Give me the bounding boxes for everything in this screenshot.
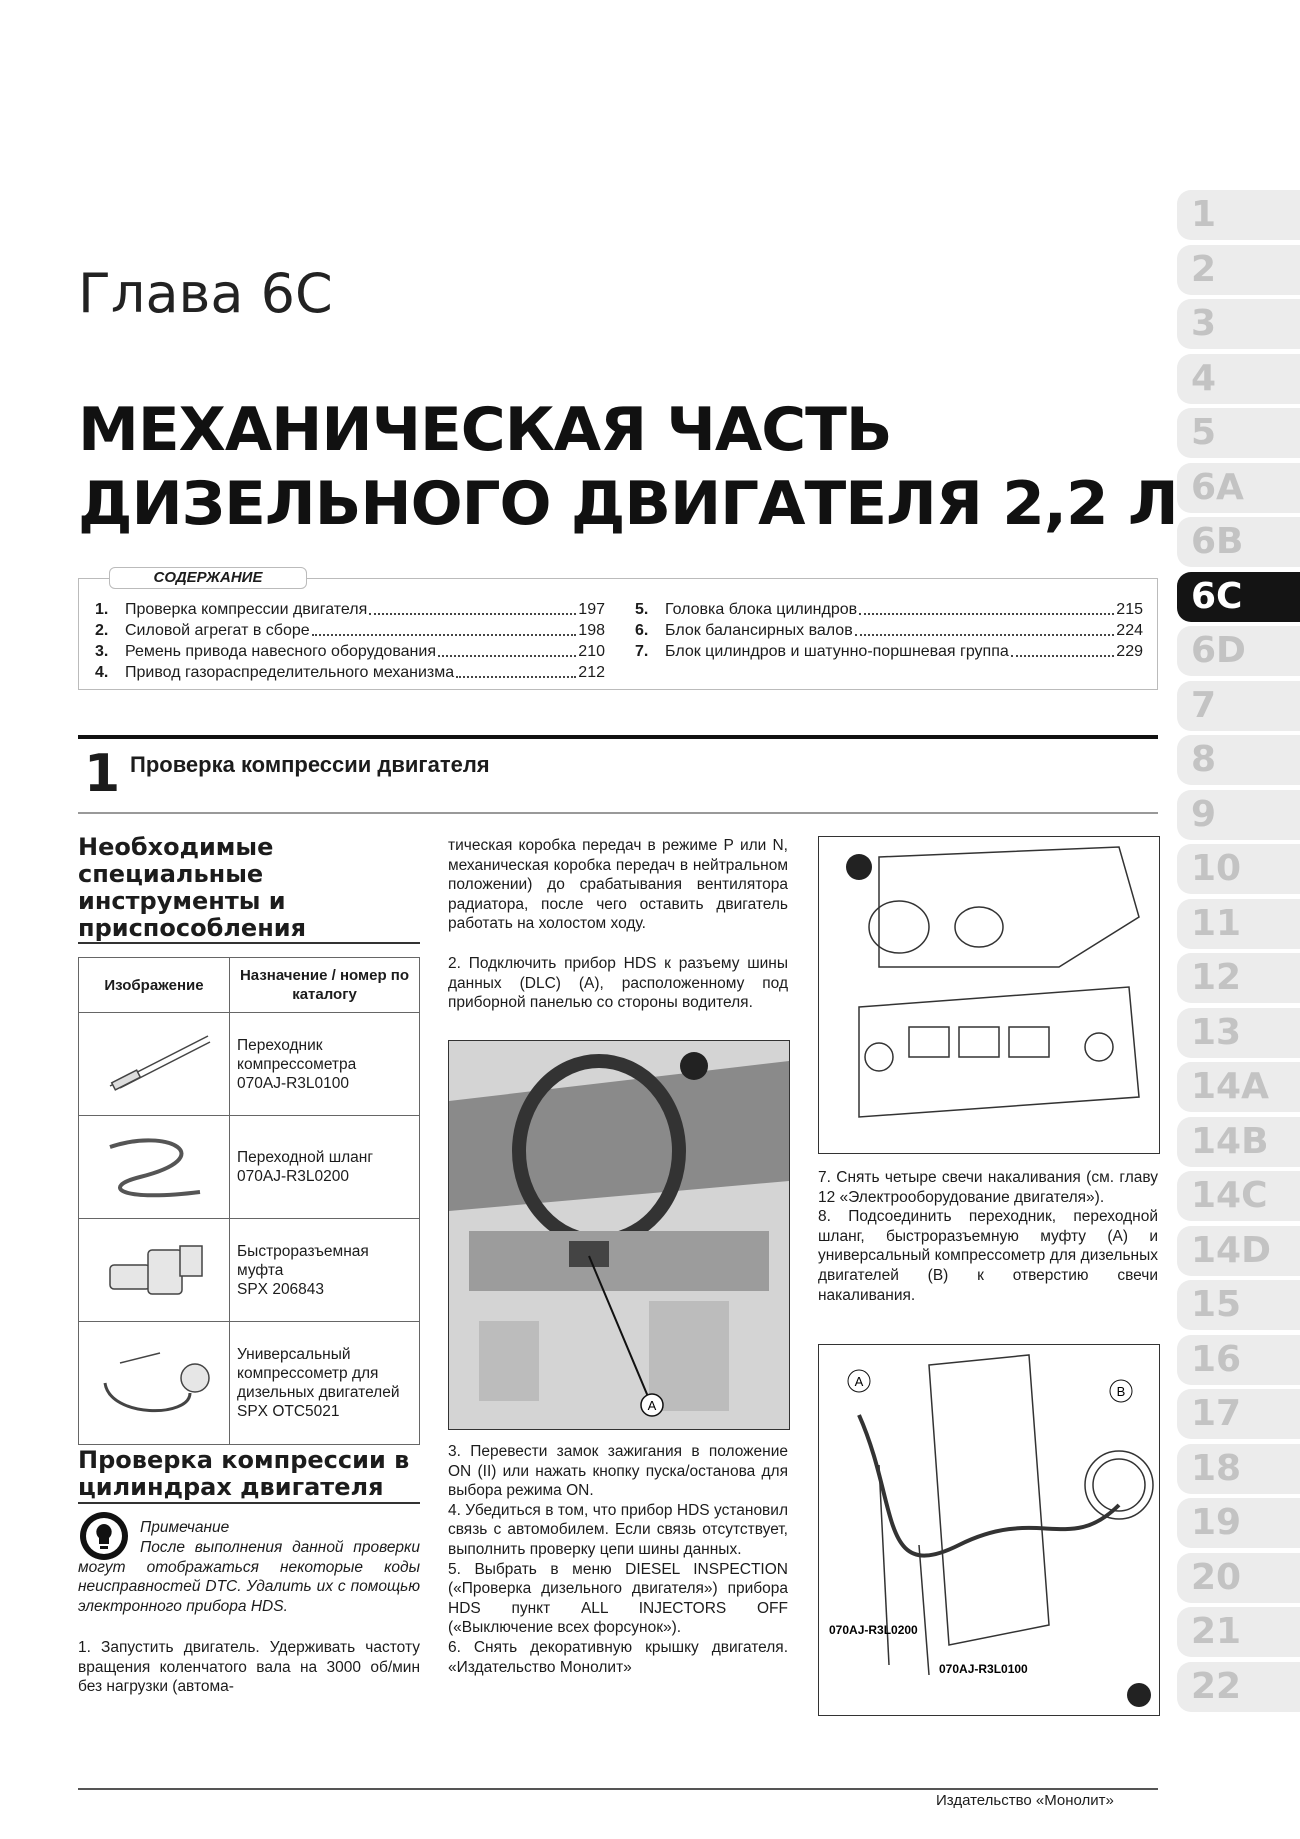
contents-entry-num: 3. — [95, 643, 109, 660]
chapter-tab-14d[interactable]: 14D — [1177, 1226, 1300, 1276]
contents-entry[interactable] — [95, 662, 605, 683]
section-title: Проверка компрессии двигателя — [130, 752, 490, 777]
contents-entry-title: Проверка компрессии двигателя — [125, 601, 368, 618]
figure-label-a2: A — [854, 1374, 864, 1389]
contents-leader — [855, 620, 1115, 636]
contents-entry-page: 212 — [578, 664, 605, 681]
chapter-tab-14c[interactable]: 14C — [1177, 1171, 1300, 1221]
contents-entry-num: 7. — [635, 643, 649, 660]
chapter-tab-14a[interactable]: 14A — [1177, 1062, 1300, 1112]
contents-entry[interactable] — [635, 620, 1143, 641]
contents-entry-page: 229 — [1116, 643, 1143, 660]
check-heading-rule — [78, 1502, 420, 1504]
contents-entry-title: Головка блока цилиндров — [665, 601, 858, 618]
contents-entry-title: Силовой агрегат в сборе — [125, 622, 310, 639]
chapter-tab-5[interactable]: 5 — [1177, 408, 1300, 458]
contents-entry-page: 197 — [578, 601, 605, 618]
contents-entry-num: 5. — [635, 601, 649, 618]
figure-code-hose: 070AJ-R3L0200 — [829, 1623, 918, 1637]
contents-entry[interactable] — [95, 641, 605, 662]
contents-entry[interactable] — [95, 620, 605, 641]
contents-box — [78, 569, 1158, 690]
step-4: 4. Убедиться в том, что прибор HDS установил связь с автомобилем. Если связь отсутствует, выполнить проверку цепи шины данных. — [448, 1501, 788, 1558]
figure-label-a: A — [647, 1398, 657, 1413]
chapter-tab-8[interactable]: 8 — [1177, 735, 1300, 785]
chapter-tab-10[interactable]: 10 — [1177, 844, 1300, 894]
footer-text: Издательство «Монолит» — [936, 1792, 1114, 1809]
step-6: 6. Снять декоративную крышку двигателя. «Издательство Монолит» — [448, 1638, 788, 1676]
col3-steps — [818, 1168, 1158, 1305]
chapter-tab-4[interactable]: 4 — [1177, 354, 1300, 404]
chapter-tab-6c[interactable]: 6C — [1177, 572, 1300, 622]
title-line-2: ДИЗЕЛЬНОГО ДВИГАТЕЛЯ 2,2 Л — [78, 469, 1178, 539]
contents-entry-num: 1. — [95, 601, 109, 618]
chapter-tab-7[interactable]: 7 — [1177, 681, 1300, 731]
contents-leader — [438, 641, 576, 657]
chapter-tab-20[interactable]: 20 — [1177, 1553, 1300, 1603]
tools-heading-rule — [78, 942, 420, 944]
contents-entry-title: Ремень привода навесного оборудования — [125, 643, 436, 660]
contents-entry[interactable] — [95, 599, 605, 620]
note-label: Примечание — [140, 1519, 230, 1536]
footer-rule — [78, 1788, 1158, 1790]
contents-entry[interactable] — [635, 641, 1143, 662]
chapter-tab-9[interactable]: 9 — [1177, 790, 1300, 840]
tool-image-adapter — [79, 1013, 230, 1116]
step-7: 7. Снять четыре свечи накаливания (см. главу 12 «Электрооборудование двигателя»). — [818, 1169, 1158, 1206]
chapter-tab-6d[interactable]: 6D — [1177, 626, 1300, 676]
step-5: 5. Выбрать в меню DIESEL INSPECTION («Проверка дизельного двигателя») прибора HDS пункт ALL INJECTORS OFF («Выключение всех форсунок»). — [448, 1560, 788, 1637]
check-heading: Проверка компрессии в цилиндрах двигателя — [78, 1446, 410, 1501]
contents-entry-num: 4. — [95, 664, 109, 681]
section-underline — [78, 812, 1158, 814]
figure-dashboard — [448, 1040, 790, 1430]
tools-heading: Необходимые специальные инструменты и приспособления — [78, 833, 307, 942]
contents-heading: СОДЕРЖАНИЕ — [109, 567, 307, 589]
chapter-tab-14b[interactable]: 14B — [1177, 1117, 1300, 1167]
chapter-label: Глава 6С — [78, 262, 333, 325]
col2-top-text: тическая коробка передач в режиме Р или N, механическая коробка передач в нейтральном положении) до срабатывания вентилятора радиатора, после чего оставить двигатель работать на холостом ходу. — [448, 837, 788, 933]
chapter-tab-19[interactable]: 19 — [1177, 1498, 1300, 1548]
contents-entry-title: Блок балансирных валов — [665, 622, 853, 639]
chapter-tab-17[interactable]: 17 — [1177, 1389, 1300, 1439]
contents-entry-page: 210 — [578, 643, 605, 660]
contents-entry[interactable] — [635, 599, 1143, 620]
contents-entry-num: 6. — [635, 622, 649, 639]
chapter-tab-1[interactable]: 1 — [1177, 190, 1300, 240]
chapter-tab-6b[interactable]: 6B — [1177, 517, 1300, 567]
chapter-tab-3[interactable]: 3 — [1177, 299, 1300, 349]
tool-image-compressometer — [79, 1322, 230, 1445]
tool-desc: Переходник компрессометра 070AJ-R3L0100 — [230, 1013, 420, 1116]
section-rule — [78, 735, 1158, 739]
tools-col-image: Изображение — [79, 958, 230, 1013]
tool-desc: Универсальный компрессометр для дизельных двигателей SPX OTC5021 — [230, 1322, 420, 1445]
contents-entry-title: Блок цилиндров и шатунно-поршневая группа — [665, 643, 1009, 660]
tool-desc: Быстроразъемная муфта SPX 206843 — [230, 1219, 420, 1322]
contents-leader — [312, 620, 577, 636]
chapter-tabs — [1177, 190, 1300, 1716]
chapter-tab-13[interactable]: 13 — [1177, 1008, 1300, 1058]
tool-desc: Переходной шланг 070AJ-R3L0200 — [230, 1116, 420, 1219]
contents-right — [635, 599, 1143, 662]
col2-steps — [448, 1442, 788, 1677]
chapter-tab-6a[interactable]: 6A — [1177, 463, 1300, 513]
section-number: 1 — [84, 744, 121, 804]
tools-table — [78, 957, 420, 1445]
contents-entry-page: 198 — [578, 622, 605, 639]
step-1: 1. Запустить двигатель. Удерживать частоту вращения коленчатого вала на 3000 об/мин без нагрузки (автома- — [78, 1639, 420, 1696]
page-title — [78, 393, 1178, 541]
contents-entry-page: 224 — [1116, 622, 1143, 639]
chapter-tab-21[interactable]: 21 — [1177, 1607, 1300, 1657]
step-8: 8. Подсоединить переходник, переходной шланг, быстроразъемную муфту (А) и универсальный компрессометр для дизельных двигателей (В) к отверстию свечи накаливания. — [818, 1208, 1158, 1304]
contents-leader — [456, 662, 576, 678]
chapter-tab-12[interactable]: 12 — [1177, 953, 1300, 1003]
contents-leader — [369, 599, 576, 615]
figure-engine-cover — [818, 836, 1160, 1154]
figure-code-adapter: 070AJ-R3L0100 — [939, 1662, 1028, 1676]
tools-col-purpose: Назначение / номер по каталогу — [230, 958, 420, 1013]
chapter-tab-16[interactable]: 16 — [1177, 1335, 1300, 1385]
step-2: 2. Подключить прибор HDS к разъему шины данных (DLC) (А), расположенному под приборной панелью со стороны водителя. — [448, 955, 788, 1012]
contents-entry-title: Привод газораспределительного механизма — [125, 664, 455, 681]
chapter-tab-11[interactable]: 11 — [1177, 899, 1300, 949]
figure-compression-test — [818, 1344, 1160, 1716]
title-line-1: МЕХАНИЧЕСКАЯ ЧАСТЬ — [78, 395, 892, 465]
contents-leader — [859, 599, 1114, 615]
contents-left — [95, 599, 605, 683]
chapter-tab-15[interactable]: 15 — [1177, 1280, 1300, 1330]
tool-image-coupling — [79, 1219, 230, 1322]
contents-entry-page: 215 — [1116, 601, 1143, 618]
tool-image-hose — [79, 1116, 230, 1219]
step-3: 3. Перевести замок зажигания в положение ON (II) или нажать кнопку пуска/останова для выбора режима ON. — [448, 1443, 788, 1500]
chapter-tab-22[interactable]: 22 — [1177, 1662, 1300, 1712]
contents-leader — [1011, 641, 1115, 657]
chapter-tab-2[interactable]: 2 — [1177, 245, 1300, 295]
chapter-tab-18[interactable]: 18 — [1177, 1444, 1300, 1494]
contents-entry-num: 2. — [95, 622, 109, 639]
note-text: После выполнения данной проверки могут отображаться некоторые коды неисправностей DTC. Удалить их с помощью электронного прибора HDS. — [78, 1539, 420, 1615]
figure-label-b: B — [1116, 1384, 1126, 1399]
